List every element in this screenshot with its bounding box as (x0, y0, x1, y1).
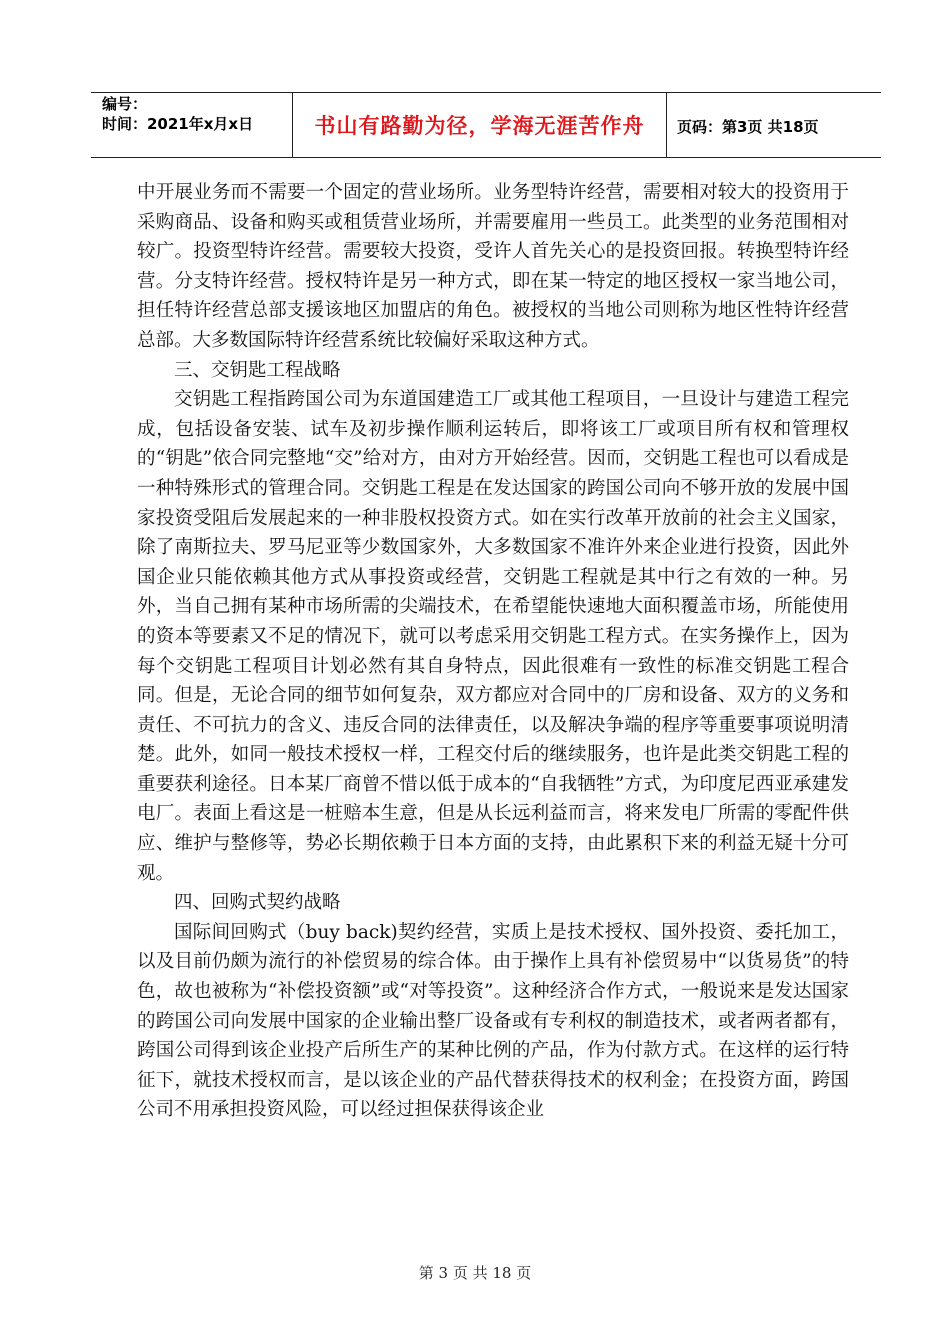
header-time-label: 时间：2021年x月x日 (102, 115, 254, 133)
page-footer: 第 3 页 共 18 页 (418, 1264, 532, 1282)
section-heading-turnkey: 三、交钥匙工程战略 (174, 359, 341, 381)
header-page-info: 页码：第3页 共18页 (677, 118, 819, 136)
paragraph-continuation: 中开展业务而不需要一个固定的营业场所。业务型特许经营，需要相对较大的投资用于采购商品、设备和购买或租赁营业场所，并需要雇用一些员工。此类型的业务范围相对较广。投资型特许经营。需要较大投资，受许人首先关心的是投资回报。转换型特许经营。分支特许经营。授权特许是另一种方式，即在某一特定的地区授权一家当地公司，担任特许经营总部支援该地区加盟店的角色。被授权的当地公司则称为地区性特许经营总部。大多数国际特许经营系统比较偏好采取这种方式。 (137, 182, 849, 351)
header-number-label: 编号： (102, 95, 148, 113)
header-bottom-rule (91, 157, 881, 158)
document-body (137, 178, 849, 1125)
section-heading-buyback: 四、回购式契约战略 (174, 892, 341, 914)
header-divider-right (666, 92, 667, 158)
header-top-rule (91, 92, 881, 93)
paragraph-buyback: 国际间回购式（buy back)契约经营，实质上是技术授权、国外投资、委托加工，以及目前仍颇为流行的补偿贸易的综合体。由于操作上具有补偿贸易中“以货易货”的特色，故也被称为“补偿投资额”或“对等投资”。这种经济合作方式，一般说来是发达国家的跨国公司向发展中国家的企业输出整厂设备或有专利权的制造技术，或者两者都有，跨国公司得到该企业投产后所生产的某种比例的产品，作为付款方式。在这样的运行特征下，就技术授权而言，是以该企业的产品代替获得技术的权利金；在投资方面，跨国公司不用承担投资风险，可以经过担保获得该企业 (137, 921, 849, 1121)
header-motto: 书山有路勤为径，学海无涯苦作舟 (314, 114, 645, 138)
header-meta (102, 94, 253, 134)
paragraph-turnkey: 交钥匙工程指跨国公司为东道国建造工厂或其他工程项目，一旦设计与建造工程完成，包括设备安装、试车及初步操作顺利运转后，即将该工厂或项目所有权和管理权的“钥匙”依合同完整地“交”给对方，由对方开始经营。因而，交钥匙工程也可以看成是一种特殊形式的管理合同。交钥匙工程是在发达国家的跨国公司向不够开放的发展中国家投资受阻后发展起来的一种非股权投资方式。如在实行改革开放前的社会主义国家，除了南斯拉夫、罗马尼亚等少数国家外，大多数国家不准许外来企业进行投资，因此外国企业只能依赖其他方式从事投资或经营，交钥匙工程就是其中行之有效的一种。另外，当自己拥有某种市场所需的尖端技术，在希望能快速地大面积覆盖市场，所能使用的资本等要素又不足的情况下，就可以考虑采用交钥匙工程方式。在实务操作上，因为每个交钥匙工程项目计划必然有其自身特点，因此很难有一致性的标准交钥匙工程合同。但是，无论合同的细节如何复杂，双方都应对合同中的厂房和设备、双方的义务和责任、不可抗力的含义、违反合同的法律责任，以及解决争端的程序等重要事项说明清楚。此外，如同一般技术授权一样，工程交付后的继续服务，也许是此类交钥匙工程的重要获利途径。日本某厂商曾不惜以低于成本的“自我牺牲”方式，为印度尼西亚承建发电厂。表面上看这是一桩赔本生意，但是从长远利益而言，将来发电厂所需的零配件供应、维护与整修等，势必长期依赖于日本方面的支持，由此累积下来的利益无疑十分可观。 (137, 389, 849, 884)
